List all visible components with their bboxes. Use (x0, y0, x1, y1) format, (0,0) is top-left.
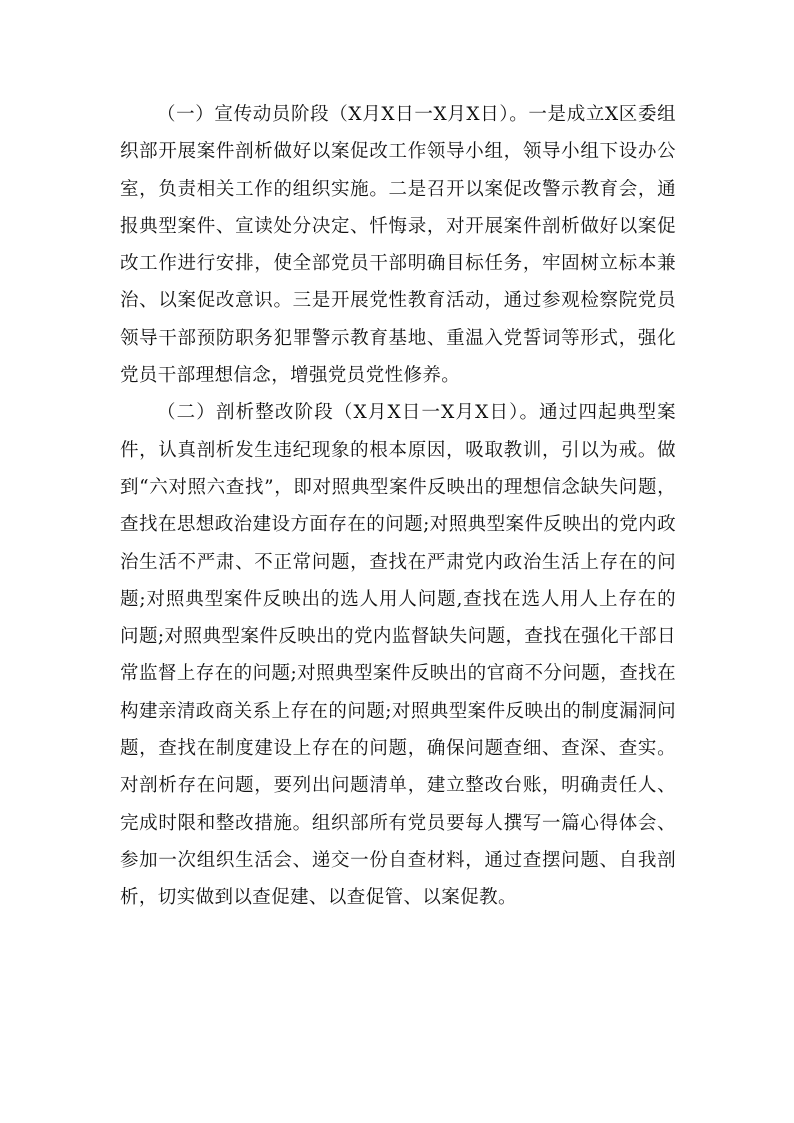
paragraph-publicity-stage: （一）宣传动员阶段（X月X日一X月X日）。一是成立X区委组织部开展案件剖析做好以案促改工作领导小组，领导小组下设办公室，负责相关工作的组织实施。二是召开以案促改警示教育会，通报典型案件、宣读处分决定、忏悔录，对开展案件剖析做好以案促改工作进行安排，使全部党员干部明确目标任务，牢固树立标本兼治、以案促改意识。三是开展党性教育活动，通过参观检察院党员领导干部预防职务犯罪警示教育基地、重温入党誓词等形式，强化党员干部理想信念，增强党员党性修养。 (120, 104, 676, 387)
paragraph-analysis-rectification-stage: （二）剖析整改阶段（X月X日一X月X日）。通过四起典型案件，认真剖析发生违纪现象的根本原因，吸取教训，引以为戒。做到“六对照六查找”，即对照典型案件反映出的理想信念缺失问题，查找在思想政治建设方面存在的问题;对照典型案件反映出的党内政治生活不严肃、不正常问题，查找在严肃党内政治生活上存在的问题;对照典型案件反映出的选人用人问题,查找在选人用人上存在的问题;对照典型案件反映出的党内监督缺失问题，查找在强化干部日常监督上存在的问题;对照典型案件反映出的官商不分问题，查找在构建亲清政商关系上存在的问题;对照典型案件反映出的制度漏洞问题，查找在制度建设上存在的问题，确保问题查细、查深、查实。对剖析存在问题，要列出问题清单，建立整改台账，明确责任人、完成时限和整改措施。组织部所有党员要每人撰写一篇心得体会、参加一次组织生活会、递交一份自查材料，通过查摆问题、自我剖析，切实做到以查促建、以查促管、以案促教。 (120, 402, 676, 909)
document-body (120, 96, 676, 917)
